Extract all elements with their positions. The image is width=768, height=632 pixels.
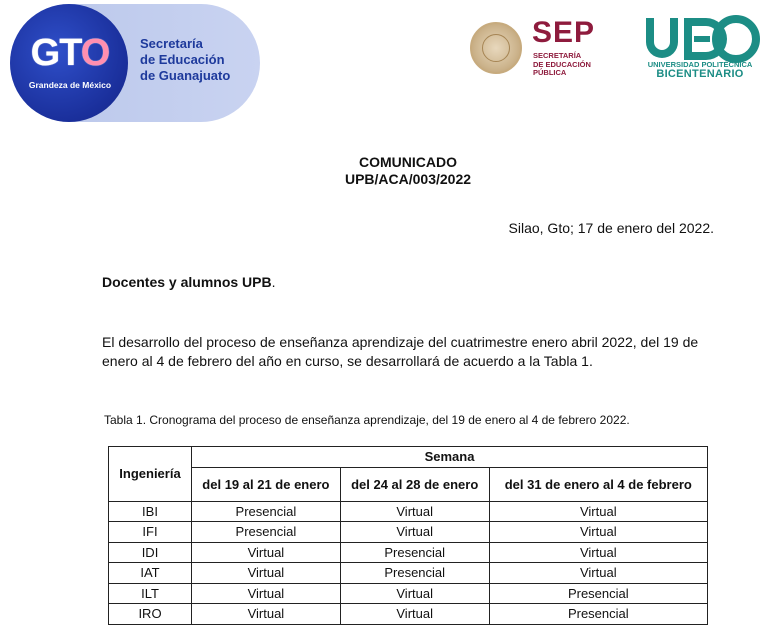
cell-week-2: Virtual — [340, 604, 489, 625]
cell-engineering: IAT — [109, 563, 192, 584]
gto-secretaria-line: de Educación — [140, 52, 225, 67]
table-caption: Tabla 1. Cronograma del proceso de enseñanza aprendizaje, del 19 de enero al 4 de febrero 2022. — [104, 413, 630, 427]
table-row — [109, 563, 708, 584]
upb-subtitle: UNIVERSIDAD POLITÉCNICA — [647, 60, 753, 69]
table-row — [109, 542, 708, 563]
place-date: Silao, Gto; 17 de enero del 2022. — [508, 220, 714, 236]
cell-week-1: Presencial — [192, 522, 341, 543]
sep-subtitle-line: SECRETARÍA — [533, 51, 582, 60]
cell-week-2: Presencial — [340, 563, 489, 584]
body-paragraph: El desarrollo del proceso de enseñanza aprendizaje del cuatrimestre enero abril 2022, del 19 de enero al 4 de febrero del año en curso, se desarrollará de acuerdo a la Tabla 1. — [102, 334, 699, 369]
upb-logo-icon — [640, 14, 760, 64]
cell-week-1: Virtual — [192, 583, 341, 604]
document-reference: UPB/ACA/003/2022 — [344, 171, 472, 187]
cell-week-3: Presencial — [489, 604, 707, 625]
gto-secretaria-line: de Guanajuato — [140, 68, 231, 83]
greeting-text: Docentes y alumnos UPB — [102, 274, 272, 290]
header-engineering: Ingeniería — [109, 447, 192, 502]
gto-logo-text: GTO — [30, 32, 110, 74]
table-row — [109, 604, 708, 625]
table-header-row — [109, 467, 708, 501]
cell-engineering: IBI — [109, 501, 192, 522]
schedule-table — [108, 446, 708, 625]
cell-week-3: Virtual — [489, 563, 707, 584]
seal-inner-ring — [482, 34, 510, 62]
cell-week-2: Virtual — [340, 522, 489, 543]
gto-secretaria-name — [140, 36, 258, 84]
header-week-2: del 24 al 28 de enero — [340, 467, 489, 501]
header-week-1: del 19 al 21 de enero — [192, 467, 341, 501]
cell-week-2: Presencial — [340, 542, 489, 563]
table-row — [109, 522, 708, 543]
cell-week-1: Virtual — [192, 563, 341, 584]
gto-secretaria-line: Secretaría — [140, 36, 203, 51]
sep-subtitle-line: DE EDUCACIÓN — [533, 59, 591, 69]
cell-week-1: Presencial — [192, 501, 341, 522]
document-title: COMUNICADO — [359, 154, 457, 170]
gto-tagline: Grandeza de México — [28, 80, 112, 90]
header-week: Semana — [192, 447, 708, 468]
header-week-3: del 31 de enero al 4 de febrero — [489, 467, 707, 501]
cell-engineering: IRO — [109, 604, 192, 625]
sep-subtitle — [533, 52, 613, 78]
cell-week-2: Virtual — [340, 583, 489, 604]
greeting — [102, 274, 276, 290]
cell-week-1: Virtual — [192, 604, 341, 625]
sep-logo-text: SEP — [532, 16, 596, 49]
table-row — [109, 501, 708, 522]
cell-week-3: Virtual — [489, 501, 707, 522]
cell-engineering: IDI — [109, 542, 192, 563]
greeting-period: . — [271, 274, 276, 290]
cell-engineering: ILT — [109, 583, 192, 604]
cell-engineering: IFI — [109, 522, 192, 543]
cell-week-3: Virtual — [489, 542, 707, 563]
cell-week-3: Virtual — [489, 522, 707, 543]
cell-week-1: Virtual — [192, 542, 341, 563]
sep-subtitle-line: PÚBLICA — [533, 68, 567, 77]
cell-week-3: Presencial — [489, 583, 707, 604]
upb-subtitle-bicentenario: BICENTENARIO — [656, 68, 744, 80]
table-header-row — [109, 447, 708, 468]
cell-week-2: Virtual — [340, 501, 489, 522]
table-row — [109, 583, 708, 604]
